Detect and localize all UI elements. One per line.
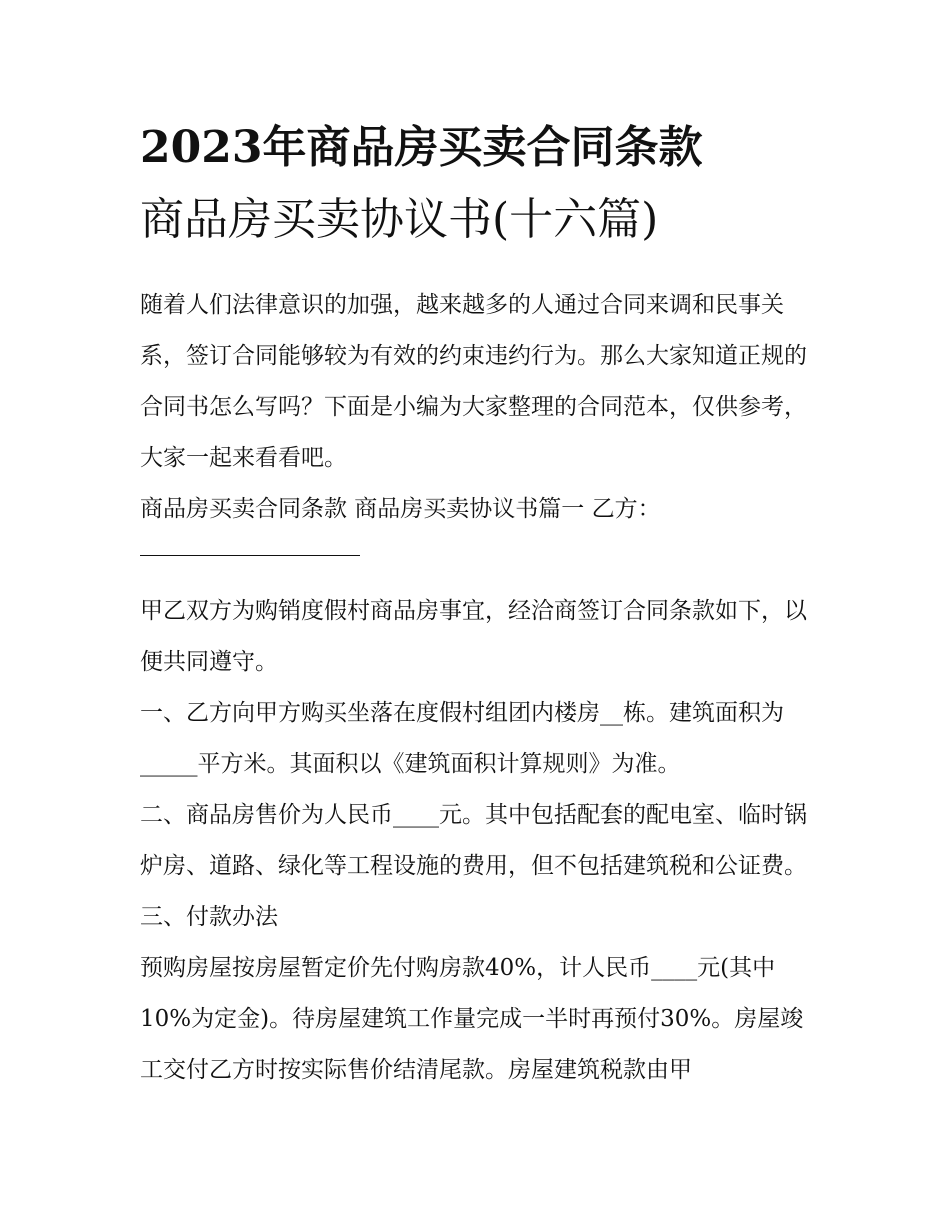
document-title — [140, 112, 840, 256]
fill-in-blank-line — [140, 535, 820, 586]
contract-paragraph-2: 一、乙方向甲方购买坐落在度假村组团内楼房__栋。建筑面积为_____平方米。其面积以《建筑面积计算规则》为准。 — [140, 700, 784, 777]
contract-paragraph-1: 甲乙双方为购销度假村商品房事宜，经洽商签订合同条款如下，以便共同遵守。 — [140, 598, 807, 675]
document-body — [140, 280, 820, 1096]
contract-paragraph-4: 预购房屋按房屋暂定价先付购房款40%，计人民币____元(其中10%为定金)。待房屋建筑工作量完成一半时再预付30%。房屋竣工交付乙方时按实际售价结清尾款。房屋建筑税款由甲 — [140, 955, 804, 1083]
contract-paragraph-3: 二、商品房售价为人民币____元。其中包括配套的配电室、临时锅炉房、道路、绿化等工程设施的费用，但不包括建筑税和公证费。 三、付款办法 — [140, 802, 807, 930]
title-line-1: 2023年商品房买卖合同条款 — [140, 122, 703, 173]
section-heading: 商品房买卖合同条款 商品房买卖协议书篇一 乙方： — [140, 496, 661, 522]
blank-underline — [140, 555, 360, 556]
title-line-2: 商品房买卖协议书(十六篇) — [140, 194, 659, 245]
intro-paragraph: 随着人们法律意识的加强，越来越多的人通过合同来调和民事关系，签订合同能够较为有效的约束违约行为。那么大家知道正规的合同书怎么写吗？下面是小编为大家整理的合同范本，仅供参考，大家一起来看看吧。 — [140, 292, 807, 471]
